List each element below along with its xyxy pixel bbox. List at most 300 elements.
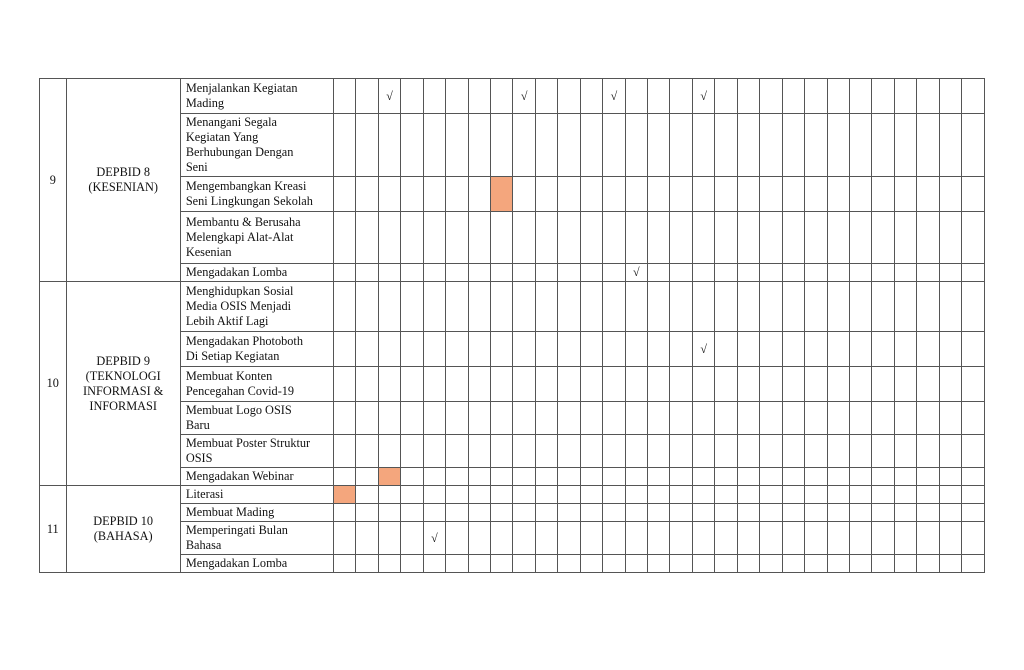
- schedule-cell: [894, 555, 916, 573]
- schedule-cell: [625, 282, 647, 332]
- schedule-cell: [356, 486, 378, 504]
- schedule-cell: [648, 367, 670, 402]
- schedule-cell: [962, 282, 985, 332]
- schedule-cell: [356, 212, 378, 264]
- schedule-cell: [917, 504, 939, 522]
- schedule-cell: [401, 332, 423, 367]
- schedule-cell: [446, 486, 468, 504]
- schedule-cell: [490, 264, 512, 282]
- group-number: 9: [40, 79, 67, 282]
- schedule-cell: [692, 282, 714, 332]
- schedule-cell: [648, 114, 670, 177]
- schedule-cell: [917, 435, 939, 468]
- schedule-cell: [558, 212, 580, 264]
- schedule-cell: [446, 79, 468, 114]
- schedule-cell: [737, 367, 759, 402]
- schedule-cell: [849, 332, 871, 367]
- schedule-cell: [333, 114, 355, 177]
- schedule-cell: [894, 435, 916, 468]
- schedule-cell: [692, 555, 714, 573]
- table-row: [40, 264, 985, 282]
- schedule-cell: [333, 177, 355, 212]
- table-row: [40, 212, 985, 264]
- schedule-cell: [580, 435, 602, 468]
- schedule-cell: [468, 114, 490, 177]
- schedule-cell: [423, 332, 445, 367]
- schedule-cell: [917, 367, 939, 402]
- schedule-cell: [872, 486, 894, 504]
- table-row: [40, 114, 985, 177]
- schedule-cell: [939, 367, 961, 402]
- schedule-cell: [513, 264, 535, 282]
- schedule-cell: [805, 555, 827, 573]
- schedule-cell: [872, 212, 894, 264]
- check-mark-icon: √: [692, 332, 714, 367]
- schedule-cell: [446, 504, 468, 522]
- schedule-cell: [849, 555, 871, 573]
- schedule-cell: [805, 486, 827, 504]
- schedule-cell: [468, 435, 490, 468]
- schedule-cell: [468, 177, 490, 212]
- schedule-cell: [378, 402, 400, 435]
- schedule-cell: [894, 402, 916, 435]
- schedule-cell: [580, 367, 602, 402]
- schedule-cell: [648, 504, 670, 522]
- table-row: [40, 435, 985, 468]
- schedule-cell: [490, 114, 512, 177]
- schedule-cell: [939, 468, 961, 486]
- schedule-cell: [894, 468, 916, 486]
- schedule-cell: [625, 555, 647, 573]
- schedule-cell: [490, 486, 512, 504]
- schedule-cell: [468, 332, 490, 367]
- schedule-cell: [648, 177, 670, 212]
- schedule-cell: [446, 402, 468, 435]
- schedule-cell: [468, 367, 490, 402]
- schedule-cell: [625, 435, 647, 468]
- schedule-cell: [782, 79, 804, 114]
- schedule-cell: [670, 114, 692, 177]
- schedule-cell: [558, 402, 580, 435]
- schedule-cell: [625, 504, 647, 522]
- activity-name: Membuat Konten Pencegahan Covid-19: [180, 367, 333, 402]
- schedule-cell: [715, 402, 737, 435]
- schedule-cell: [603, 522, 625, 555]
- schedule-cell: [692, 264, 714, 282]
- schedule-cell: [580, 522, 602, 555]
- schedule-cell: [513, 468, 535, 486]
- schedule-cell: [401, 522, 423, 555]
- schedule-cell: [535, 212, 557, 264]
- schedule-cell: [737, 212, 759, 264]
- schedule-cell: [805, 332, 827, 367]
- schedule-cell: [513, 114, 535, 177]
- schedule-cell: [827, 522, 849, 555]
- schedule-cell: [401, 435, 423, 468]
- schedule-cell: [715, 367, 737, 402]
- schedule-cell: [917, 177, 939, 212]
- activity-name: Menjalankan Kegiatan Mading: [180, 79, 333, 114]
- schedule-cell: [894, 79, 916, 114]
- schedule-cell: [648, 282, 670, 332]
- scheduled-cell-highlight: [490, 177, 512, 212]
- schedule-cell: [939, 212, 961, 264]
- table-row: [40, 367, 985, 402]
- schedule-cell: [580, 486, 602, 504]
- schedule-cell: [917, 264, 939, 282]
- schedule-cell: [356, 555, 378, 573]
- schedule-cell: [333, 212, 355, 264]
- schedule-cell: [490, 212, 512, 264]
- schedule-cell: [333, 435, 355, 468]
- schedule-cell: [939, 79, 961, 114]
- schedule-cell: [580, 504, 602, 522]
- schedule-cell: [603, 212, 625, 264]
- schedule-cell: [468, 79, 490, 114]
- schedule-cell: [333, 555, 355, 573]
- schedule-cell: [446, 177, 468, 212]
- schedule-cell: [401, 402, 423, 435]
- schedule-cell: [625, 177, 647, 212]
- schedule-cell: [580, 402, 602, 435]
- schedule-cell: [558, 555, 580, 573]
- schedule-cell: [356, 177, 378, 212]
- schedule-cell: [648, 522, 670, 555]
- schedule-cell: [356, 79, 378, 114]
- schedule-cell: [962, 264, 985, 282]
- schedule-cell: [760, 367, 782, 402]
- schedule-cell: [962, 332, 985, 367]
- schedule-cell: [446, 212, 468, 264]
- schedule-cell: [805, 435, 827, 468]
- schedule-cell: [378, 435, 400, 468]
- schedule-cell: [917, 555, 939, 573]
- schedule-cell: [423, 264, 445, 282]
- schedule-cell: [670, 282, 692, 332]
- schedule-cell: [625, 79, 647, 114]
- schedule-cell: [782, 486, 804, 504]
- schedule-cell: [894, 282, 916, 332]
- schedule-cell: [558, 79, 580, 114]
- schedule-cell: [760, 79, 782, 114]
- schedule-cell: [468, 555, 490, 573]
- schedule-cell: [423, 555, 445, 573]
- schedule-cell: [378, 486, 400, 504]
- schedule-cell: [805, 504, 827, 522]
- schedule-cell: [625, 486, 647, 504]
- schedule-cell: [670, 177, 692, 212]
- schedule-cell: [401, 264, 423, 282]
- schedule-cell: [378, 177, 400, 212]
- schedule-cell: [603, 282, 625, 332]
- schedule-cell: [535, 435, 557, 468]
- schedule-cell: [603, 177, 625, 212]
- schedule-cell: [827, 332, 849, 367]
- schedule-cell: [580, 212, 602, 264]
- schedule-cell: [378, 555, 400, 573]
- schedule-cell: [692, 177, 714, 212]
- schedule-cell: [468, 402, 490, 435]
- schedule-cell: [917, 522, 939, 555]
- group-number: 11: [40, 486, 67, 573]
- schedule-cell: [558, 435, 580, 468]
- schedule-cell: [760, 555, 782, 573]
- schedule-cell: [603, 468, 625, 486]
- schedule-cell: [446, 332, 468, 367]
- check-mark-icon: √: [513, 79, 535, 114]
- activity-name: Mengembangkan Kreasi Seni Lingkungan Sekolah: [180, 177, 333, 212]
- schedule-cell: [423, 367, 445, 402]
- schedule-cell: [648, 486, 670, 504]
- schedule-cell: [782, 332, 804, 367]
- schedule-cell: [558, 486, 580, 504]
- schedule-cell: [670, 435, 692, 468]
- schedule-cell: [760, 402, 782, 435]
- schedule-cell: [737, 79, 759, 114]
- schedule-cell: [872, 435, 894, 468]
- schedule-cell: [401, 486, 423, 504]
- schedule-cell: [648, 79, 670, 114]
- schedule-cell: [333, 367, 355, 402]
- schedule-cell: [648, 332, 670, 367]
- schedule-cell: [805, 114, 827, 177]
- schedule-cell: [805, 212, 827, 264]
- schedule-cell: [356, 522, 378, 555]
- schedule-cell: [737, 264, 759, 282]
- schedule-cell: [715, 177, 737, 212]
- table-row: [40, 504, 985, 522]
- schedule-cell: [962, 402, 985, 435]
- check-mark-icon: √: [378, 79, 400, 114]
- schedule-cell: [962, 212, 985, 264]
- schedule-cell: [535, 367, 557, 402]
- schedule-cell: [782, 282, 804, 332]
- schedule-cell: [827, 212, 849, 264]
- table-row: [40, 468, 985, 486]
- schedule-cell: [446, 468, 468, 486]
- schedule-cell: [670, 555, 692, 573]
- schedule-cell: [378, 212, 400, 264]
- schedule-cell: [760, 114, 782, 177]
- schedule-cell: [849, 367, 871, 402]
- schedule-cell: [446, 367, 468, 402]
- schedule-cell: [894, 264, 916, 282]
- schedule-cell: [446, 522, 468, 555]
- schedule-cell: [805, 468, 827, 486]
- schedule-cell: [849, 468, 871, 486]
- schedule-cell: [827, 367, 849, 402]
- schedule-cell: [535, 486, 557, 504]
- schedule-cell: [782, 367, 804, 402]
- schedule-cell: [468, 282, 490, 332]
- schedule-cell: [513, 177, 535, 212]
- schedule-cell: [333, 264, 355, 282]
- schedule-cell: [760, 468, 782, 486]
- schedule-cell: [490, 555, 512, 573]
- schedule-cell: [535, 282, 557, 332]
- schedule-cell: [962, 486, 985, 504]
- schedule-cell: [401, 555, 423, 573]
- schedule-cell: [625, 402, 647, 435]
- schedule-cell: [535, 177, 557, 212]
- schedule-cell: [737, 402, 759, 435]
- table-row: [40, 486, 985, 504]
- schedule-cell: [356, 402, 378, 435]
- schedule-cell: [580, 555, 602, 573]
- schedule-cell: [648, 435, 670, 468]
- schedule-cell: [490, 332, 512, 367]
- schedule-cell: [939, 114, 961, 177]
- department-name: DEPBID 8 (KESENIAN): [66, 79, 180, 282]
- schedule-cell: [670, 504, 692, 522]
- schedule-cell: [535, 522, 557, 555]
- schedule-cell: [827, 114, 849, 177]
- schedule-cell: [558, 282, 580, 332]
- schedule-cell: [715, 264, 737, 282]
- schedule-cell: [670, 367, 692, 402]
- schedule-cell: [872, 367, 894, 402]
- schedule-cell: [737, 486, 759, 504]
- group-number: 10: [40, 282, 67, 486]
- schedule-cell: [333, 504, 355, 522]
- schedule-cell: [513, 402, 535, 435]
- schedule-cell: [737, 177, 759, 212]
- schedule-cell: [939, 332, 961, 367]
- activity-name: Membuat Poster Struktur OSIS: [180, 435, 333, 468]
- table-row: [40, 555, 985, 573]
- table-row: [40, 522, 985, 555]
- schedule-cell: [917, 332, 939, 367]
- schedule-cell: [782, 555, 804, 573]
- schedule-cell: [894, 332, 916, 367]
- schedule-cell: [939, 177, 961, 212]
- department-name: DEPBID 9 (TEKNOLOGI INFORMASI & INFORMASI: [66, 282, 180, 486]
- schedule-cell: [827, 504, 849, 522]
- schedule-cell: [535, 468, 557, 486]
- schedule-cell: [692, 468, 714, 486]
- schedule-cell: [962, 177, 985, 212]
- department-name: DEPBID 10 (BAHASA): [66, 486, 180, 573]
- schedule-cell: [760, 504, 782, 522]
- schedule-cell: [648, 212, 670, 264]
- schedule-cell: [423, 468, 445, 486]
- schedule-cell: [513, 367, 535, 402]
- schedule-cell: [558, 114, 580, 177]
- schedule-cell: [513, 435, 535, 468]
- schedule-cell: [603, 367, 625, 402]
- schedule-cell: [670, 486, 692, 504]
- schedule-cell: [939, 402, 961, 435]
- schedule-cell: [827, 264, 849, 282]
- schedule-cell: [356, 367, 378, 402]
- schedule-cell: [513, 522, 535, 555]
- schedule-cell: [446, 282, 468, 332]
- activity-name: Menangani Segala Kegiatan Yang Berhubungan Dengan Seni: [180, 114, 333, 177]
- schedule-cell: [939, 435, 961, 468]
- schedule-cell: [715, 114, 737, 177]
- activity-name: Mengadakan Webinar: [180, 468, 333, 486]
- schedule-cell: [490, 504, 512, 522]
- schedule-cell: [849, 114, 871, 177]
- schedule-cell: [715, 79, 737, 114]
- schedule-cell: [333, 282, 355, 332]
- schedule-cell: [782, 522, 804, 555]
- schedule-cell: [872, 555, 894, 573]
- schedule-cell: [962, 114, 985, 177]
- schedule-cell: [625, 114, 647, 177]
- schedule-cell: [513, 504, 535, 522]
- schedule-cell: [423, 486, 445, 504]
- schedule-cell: [849, 79, 871, 114]
- schedule-cell: [805, 264, 827, 282]
- schedule-cell: [894, 212, 916, 264]
- schedule-cell: [692, 504, 714, 522]
- schedule-cell: [782, 504, 804, 522]
- activity-name: Memperingati Bulan Bahasa: [180, 522, 333, 555]
- schedule-cell: [468, 486, 490, 504]
- schedule-cell: [849, 212, 871, 264]
- schedule-cell: [356, 114, 378, 177]
- schedule-cell: [468, 264, 490, 282]
- schedule-cell: [580, 114, 602, 177]
- schedule-cell: [603, 486, 625, 504]
- schedule-cell: [715, 522, 737, 555]
- schedule-cell: [849, 177, 871, 212]
- schedule-cell: [872, 264, 894, 282]
- schedule-cell: [849, 504, 871, 522]
- schedule-cell: [827, 435, 849, 468]
- schedule-cell: [827, 555, 849, 573]
- schedule-cell: [378, 367, 400, 402]
- schedule-cell: [917, 212, 939, 264]
- schedule-cell: [535, 555, 557, 573]
- schedule-cell: [760, 212, 782, 264]
- schedule-cell: [962, 79, 985, 114]
- schedule-cell: [872, 114, 894, 177]
- schedule-cell: [580, 79, 602, 114]
- schedule-cell: [872, 177, 894, 212]
- activity-name: Menghidupkan Sosial Media OSIS Menjadi Lebih Aktif Lagi: [180, 282, 333, 332]
- schedule-cell: [513, 486, 535, 504]
- schedule-cell: [603, 332, 625, 367]
- schedule-cell: [692, 486, 714, 504]
- schedule-cell: [401, 468, 423, 486]
- schedule-cell: [782, 114, 804, 177]
- schedule-cell: [558, 522, 580, 555]
- schedule-cell: [939, 504, 961, 522]
- schedule-cell: [356, 504, 378, 522]
- schedule-cell: [782, 177, 804, 212]
- schedule-cell: [401, 282, 423, 332]
- schedule-cell: [670, 264, 692, 282]
- schedule-cell: [692, 402, 714, 435]
- schedule-cell: [917, 486, 939, 504]
- schedule-cell: [446, 114, 468, 177]
- schedule-cell: [356, 264, 378, 282]
- schedule-cell: [558, 504, 580, 522]
- schedule-cell: [872, 332, 894, 367]
- schedule-cell: [715, 504, 737, 522]
- schedule-cell: [580, 468, 602, 486]
- schedule-cell: [670, 522, 692, 555]
- activity-name: Mengadakan Photoboth Di Setiap Kegiatan: [180, 332, 333, 367]
- schedule-cell: [782, 402, 804, 435]
- activity-name: Membuat Mading: [180, 504, 333, 522]
- schedule-cell: [962, 435, 985, 468]
- schedule-cell: [872, 522, 894, 555]
- schedule-cell: [737, 522, 759, 555]
- schedule-cell: [827, 468, 849, 486]
